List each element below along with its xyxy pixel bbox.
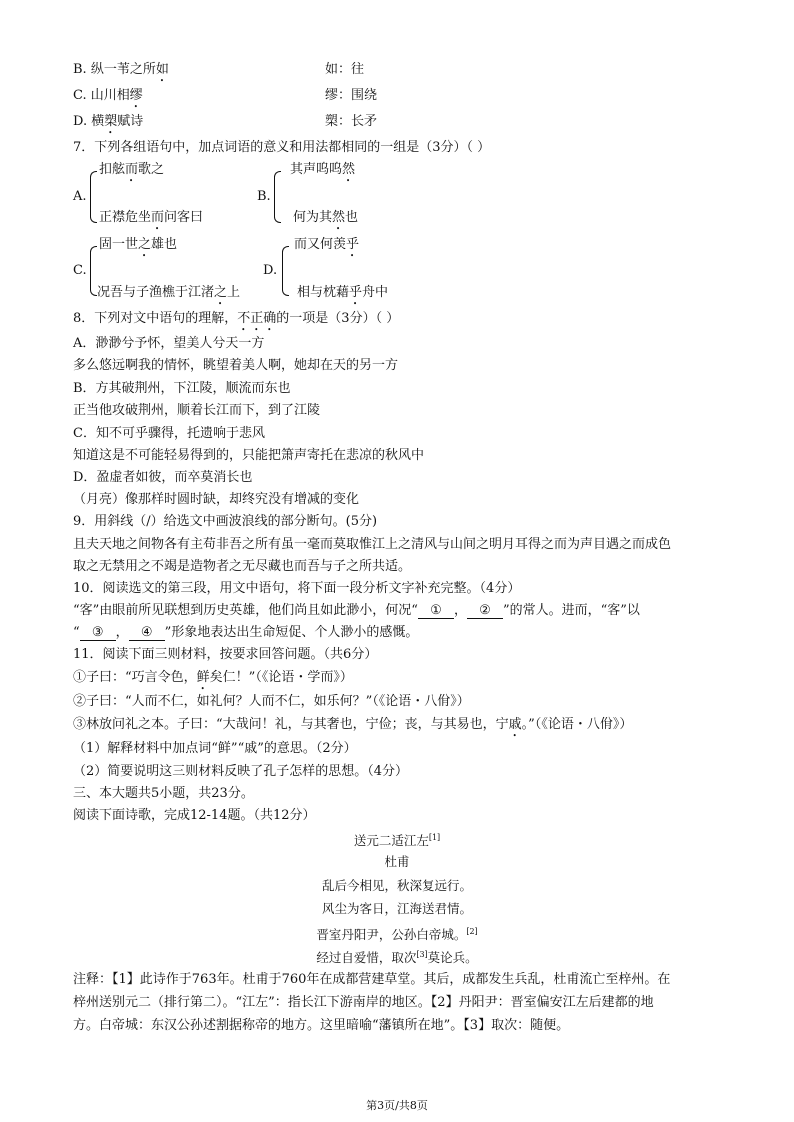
- q7-a-top: 扣舷而歌之: [99, 162, 165, 177]
- vocab-gloss-d: 槊：长矛: [325, 114, 378, 129]
- q10-line-1: “客”由眼前所见联想到历史英雄，他们尚且如此渺小，何况“ ① ， ② ”的常人。进而，“客”以: [73, 603, 640, 618]
- poem-line-4: 经过自爱惜，取次[3]莫论兵。: [316, 950, 478, 966]
- q9-passage-line-1: 且夫天地之间物各有主苟非吾之所有虽一毫而莫取惟江上之清风与山间之明月耳得之而为声目遇之而成色: [73, 537, 672, 552]
- q9-passage-line-2: 取之无禁用之不竭是造物者之无尽藏也而吾与子之所共适。: [73, 559, 412, 574]
- vocab-gloss-b: 如：往: [325, 62, 365, 77]
- q7-option-a-label: A.: [73, 189, 87, 204]
- q11-subquestion-2: （2）简要说明这三则材料反映了孔子怎样的思想。（4分）: [73, 764, 409, 779]
- notes-line-1: 注释：【1】此诗作于763年。杜甫于760年在成都营建草堂。其后，成都发生兵乱，杜甫流亡至梓州。在: [73, 972, 671, 987]
- q7-d-bottom: 相与枕藉乎舟中: [297, 285, 389, 300]
- q11-material-3: ③林放问礼之本。子曰：“大哉问！礼，与其奢也，宁俭；丧，与其易也，宁戚。”（《论语・八佾》）: [73, 717, 633, 732]
- q7-a-bottom: 正襟危坐而问客曰: [99, 210, 204, 225]
- q7-brace-c: [90, 246, 97, 296]
- poem-line-3: 晋室丹阳尹，公孙白帝城。[2]: [316, 927, 478, 943]
- section-3-intro: 阅读下面诗歌，完成12-14题。（共12分）: [73, 808, 316, 823]
- q8-line: 正当他攻破荆州，顺着长江而下，到了江陵: [73, 403, 321, 418]
- q7-c-top: 固一世之雄也: [99, 237, 178, 252]
- page-footer: 第3页/共8页: [366, 1099, 428, 1112]
- q7-brace-b: [274, 171, 281, 223]
- q7-stem: 7．下列各组语句中，加点词语的意义和用法都相同的一组是（3分）（ ）: [73, 140, 491, 155]
- q7-b-top: 其声呜呜然: [290, 162, 356, 177]
- q9-stem: 9．用斜线（/）给选文中画波浪线的部分断句。(5分): [73, 514, 378, 529]
- q10-blank-4[interactable]: ④: [129, 625, 165, 641]
- q7-c-bottom: 况吾与子渔樵于江渚之上: [97, 285, 241, 300]
- q7-b-bottom: 何为其然也: [293, 210, 359, 225]
- q7-option-d-label: D.: [263, 263, 278, 278]
- q8-line: 知道这是不可能轻易得到的，只能把箫声寄托在悲凉的秋风中: [73, 448, 425, 463]
- notes-line-3: 方。白帝城：东汉公孙述割据称帝的地方。这里暗喻“藩镇所在地”。【3】取次：随便。: [73, 1018, 570, 1033]
- q11-stem: 11．阅读下面三则材料，按要求回答问题。（共6分）: [73, 647, 378, 662]
- q11-subquestion-1: （1）解释材料中加点词“鲜”“戚”的意思。（2分）: [73, 741, 357, 756]
- q8-stem: 8．下列对文中语句的理解，不正确的一项是（3分）（ ）: [73, 311, 400, 326]
- vocab-option-d: D. 横槊赋诗: [73, 114, 144, 129]
- notes-line-2: 梓州送别元二（排行第二）。“江左”：指长江下游南岸的地区。【2】丹阳尹：晋室偏安江左后建都的地: [73, 995, 654, 1010]
- q8-line: D．盈虚者如彼，而卒莫消长也: [73, 470, 253, 485]
- q11-material-1: ①子曰：“巧言令色，鲜矣仁！”（《论语・学而》）: [73, 670, 353, 685]
- q8-line: 多么悠远啊我的情怀，眺望着美人啊，她却在天的另一方: [73, 358, 399, 373]
- poem-author: 杜甫: [384, 854, 410, 869]
- q8-line: （月亮）像那样时圆时缺，却终究没有增减的变化: [73, 492, 360, 507]
- q7-option-c-label: C.: [73, 263, 87, 278]
- section-3-heading: 三、本大题共5小题，共23分。: [73, 786, 254, 801]
- q8-line: A．渺渺兮予怀，望美人兮天一方: [73, 336, 265, 351]
- q10-blank-2[interactable]: ②: [467, 603, 503, 619]
- q7-d-top: 而又何羡乎: [294, 237, 360, 252]
- q7-brace-d: [282, 246, 289, 296]
- q11-material-2: ②子曰：“人而不仁，如礼何？人而不仁，如乐何？”（《论语・八佾》）: [73, 694, 470, 709]
- vocab-option-c: C. 山川相缪: [73, 88, 143, 103]
- vocab-gloss-c: 缪：围绕: [325, 88, 378, 103]
- poem-title: 送元二适江左[1]: [353, 833, 441, 849]
- q8-line: C．知不可乎骤得，托遗响于悲风: [73, 426, 265, 441]
- poem-line-1: 乱后今相见，秋深复远行。: [321, 878, 472, 893]
- poem-line-2: 风尘为客日，江海送君情。: [321, 901, 472, 916]
- vocab-option-b: B. 纵一苇之所如: [73, 62, 169, 77]
- q10-stem: 10．阅读选文的第三段，用文中语句，将下面一段分析文字补充完整。（4分）: [73, 581, 521, 596]
- q7-brace-a: [90, 171, 97, 223]
- q10-line-2: “ ③ ， ④ ”形象地表达出生命短促、个人渺小的感慨。: [73, 625, 419, 640]
- q7-option-b-label: B.: [257, 189, 271, 204]
- q10-blank-3[interactable]: ③: [80, 625, 116, 641]
- q8-line: B．方其破荆州，下江陵，顺流而东也: [73, 381, 291, 396]
- q10-blank-1[interactable]: ①: [418, 603, 454, 619]
